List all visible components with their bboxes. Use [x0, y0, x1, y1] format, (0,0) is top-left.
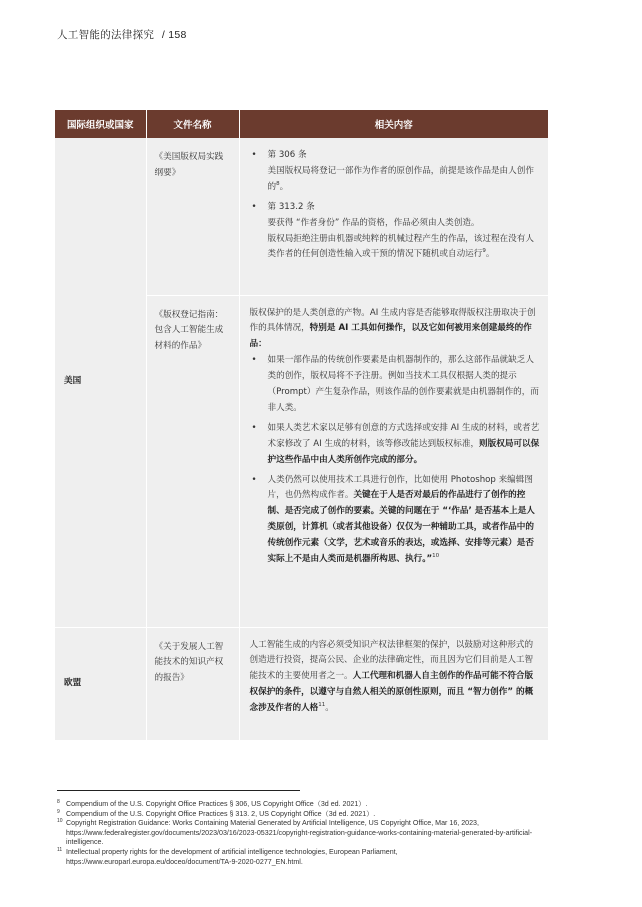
running-header — [57, 27, 187, 42]
content-eu-report — [239, 627, 548, 740]
header-document: 文件名称 — [146, 110, 239, 138]
footnotes — [57, 800, 547, 867]
book-title: 人工智能的法律探究 — [57, 29, 155, 41]
list-item: • 如果一部作品的传统创作要素是由机器制作的，那么这部作品就缺乏人类的创作，版权局将不予注册。例如当技术工具仅根据人类的提示（Prompt）产生复杂作品，则该作品的创作要素就是由机器制作的，而非人类。 — [250, 353, 541, 417]
header-content: 相关内容 — [239, 110, 548, 138]
doc-us-guidance: 《版权登记指南：包含人工智能生成材料的作品》 — [146, 295, 239, 627]
paragraph: 人工智能生成的内容必须受知识产权法律框架的保护，以鼓励对这种形式的创造进行投资，提高公民、企业的法律确定性，而且因为它们目前是人工智能技术的主要使用者之一。人工代理和机器人自主创作的作品可能不符合版权保护的条件，以遵守与自然人相关的原创性原则，而且 “智力创作” 的概念涉及作者的人格$^{11}$。 — [249, 639, 534, 714]
footnote: 9 Compendium of the U.S. Copyright Office Practices § 313. 2, US Copyright Office（3d ed. 2021）. — [57, 808, 376, 818]
doc-eu-report: 《关于发展人工智能技术的知识产权的报告》 — [146, 627, 239, 740]
country-us: 美国 — [55, 138, 146, 627]
country-eu: 欧盟 — [55, 627, 146, 740]
content-us-guidance — [239, 295, 548, 627]
footnote-divider — [57, 790, 300, 791]
page-number: / 158 — [161, 29, 187, 41]
footnote-ref: 11 — [318, 702, 326, 709]
doc-us-compendium: 《美国版权局实践纲要》 — [146, 138, 239, 295]
header-country: 国际组织或国家 — [55, 110, 146, 138]
table-row — [55, 627, 548, 740]
footnote-ref: 9 — [482, 248, 486, 255]
table-row — [55, 138, 548, 295]
list-item: • 人类仍然可以使用技术工具进行创作，比如使用 Photoshop 来编辑图片，也仍然构成作者。关键在于人是否对最后的作品进行了创作的控制、是否完成了创作的要素。关键的问题在于 “‘作品’ 是否基本上是人类原创，计算机（或者其他设备）仅仅为一种辅助工具，或者作品中的传统创作元素（文学，艺术或音乐的表达，或选择、安排等元素）是否实际上不是由人类而是机器所构思、执行。”$^{10}$ — [250, 473, 541, 568]
comparison-table — [55, 110, 548, 741]
footnote: 11 Intellectual property rights for the development of artificial intelligence technologies, European Parliament, https://www.europarl.europa.eu/doceo/document/TA-9-2020-0277_EN.html. — [57, 846, 398, 866]
footnote: 10 Copyright Registration Guidance: Works Containing Material Generated by Artificial Intelligence, US Copyright Office, Mar 16, 2023, https://www.federalregister.gov/documents/2023/03/16/2023-05321/copyright-registration-guidance-works-containing-material-generated-by-artificial-intelligence. — [57, 818, 533, 847]
table-header-row — [55, 110, 548, 138]
content-us-compendium — [239, 138, 548, 295]
list-item-text: 要获得 “作者身份” 作品的资格，作品必须由人类创造。 — [267, 217, 480, 228]
list-item: • 第 306 条 — [250, 148, 541, 164]
footnote: 8 Compendium of the U.S. Copyright Office Practices § 306, US Copyright Office（3d ed. 2021）. — [57, 799, 368, 808]
list-item: • 如果人类艺术家以足够有创意的方式选择或安排 AI 生成的材料，或者艺术家修改了 AI 生成的材料，该等修改能达到版权标准，则版权局可以保护这些作品中由人类所创作完成的部分。 — [250, 421, 541, 469]
list-item-text: 美国版权局将登记一部作为作者的原创作品，前提是该作品是由人创作的$^8$。 — [267, 165, 534, 192]
list-item: • 第 313.2 条 — [250, 200, 541, 216]
footnote-ref: 8 — [276, 180, 280, 187]
paragraph: 版权保护的是人类创意的产物。AI 生成内容是否能够取得版权注册取决于创作的具体情况，特别是 AI 工具如何操作，以及它如何被用来创建最终的作品： — [249, 307, 536, 350]
list-item-text: 版权局拒绝注册由机器或纯粹的机械过程产生的作品，该过程在没有人类作者的任何创造性输入或干预的情况下随机或自动运行$^9$。 — [267, 233, 534, 260]
footnote-ref: 10 — [432, 553, 440, 560]
